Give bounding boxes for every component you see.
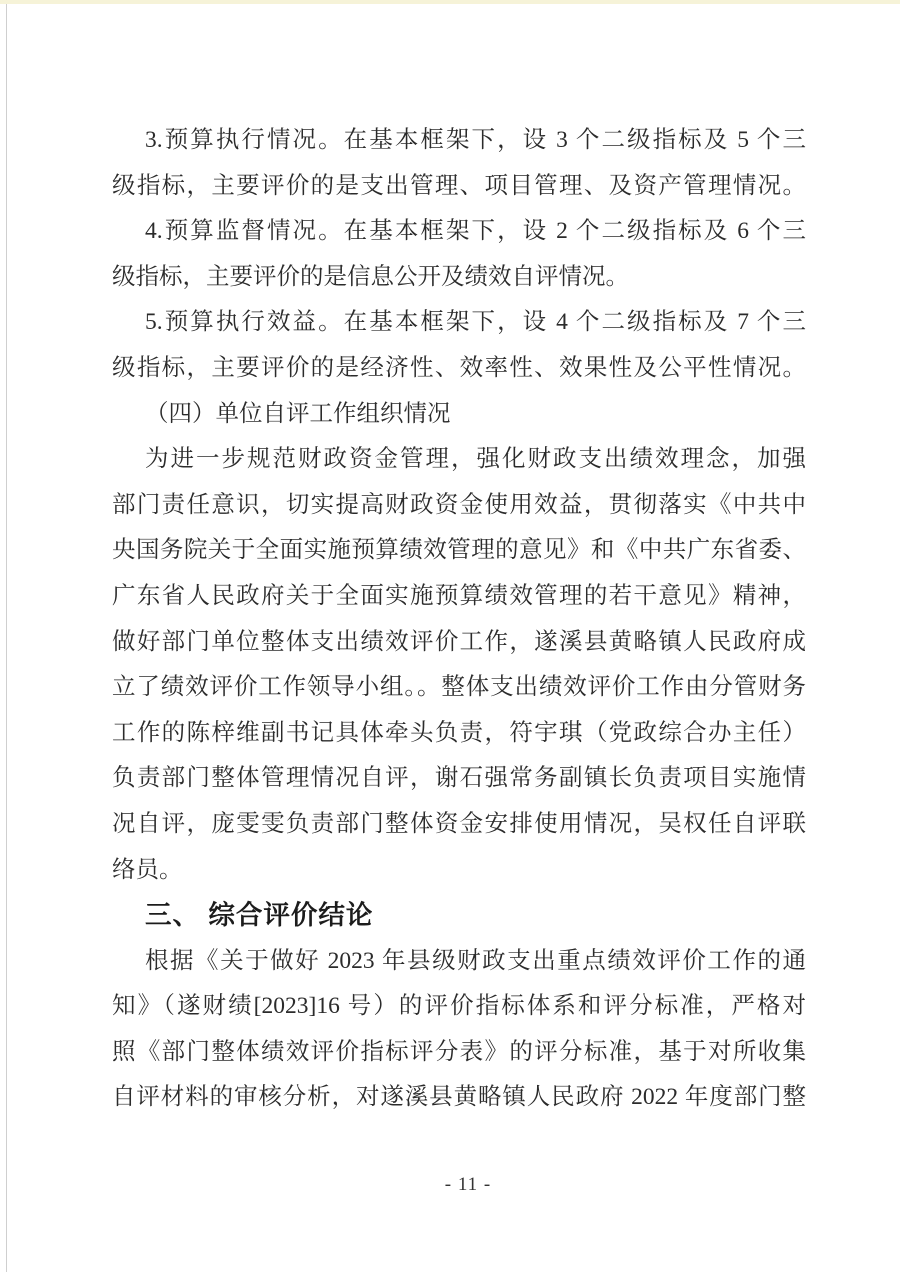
body-line: 部门责任意识，切实提高财政资金使用效益，贯彻落实《中共中 xyxy=(112,491,806,518)
document-text-block xyxy=(112,118,806,1121)
body-line: 4.预算监督情况。在基本框架下，设 2 个二级指标及 6 个三 xyxy=(145,218,806,245)
body-line: 自评材料的审核分析，对遂溪县黄略镇人民政府 2022 年度部门整 xyxy=(112,1084,806,1111)
section-heading: 三、 综合评价结论 xyxy=(145,900,374,931)
body-line: 工作的陈梓维副书记具体牵头负责，符宇琪（党政综合办主任） xyxy=(112,719,806,746)
body-line: 知》（遂财绩[2023]16 号）的评价指标体系和评分标准，严格对 xyxy=(112,993,806,1020)
body-line: 级指标，主要评价的是经济性、效率性、效果性及公平性情况。 xyxy=(112,354,806,381)
page-number: - 11 - xyxy=(444,1174,492,1195)
body-line: 5.预算执行效益。在基本框架下，设 4 个二级指标及 7 个三 xyxy=(145,309,806,336)
body-line: 央国务院关于全面实施预算绩效管理的意见》和《中共广东省委、 xyxy=(112,537,806,564)
body-line: 级指标，主要评价的是信息公开及绩效自评情况。 xyxy=(112,263,629,290)
body-line: 广东省人民政府关于全面实施预算绩效管理的若干意见》精神， xyxy=(112,582,806,609)
body-line: 根据《关于做好 2023 年县级财政支出重点绩效评价工作的通 xyxy=(145,947,806,974)
body-line: 为进一步规范财政资金管理，强化财政支出绩效理念，加强 xyxy=(145,446,806,473)
body-line: 做好部门单位整体支出绩效评价工作，遂溪县黄略镇人民政府成 xyxy=(112,628,806,655)
body-line: 络员。 xyxy=(112,856,183,883)
body-line: 照《部门整体绩效评价指标评分表》的评分标准，基于对所收集 xyxy=(112,1038,806,1065)
body-line: 3.预算执行情况。在基本框架下，设 3 个二级指标及 5 个三 xyxy=(145,127,806,153)
body-line: 况自评，庞雯雯负责部门整体资金安排使用情况，吴权任自评联 xyxy=(112,810,806,837)
subsection-heading: （四）单位自评工作组织情况 xyxy=(145,400,451,427)
body-line: 级指标，主要评价的是支出管理、项目管理、及资产管理情况。 xyxy=(112,172,806,199)
body-line: 负责部门整体管理情况自评，谢石强常务副镇长负责项目实施情 xyxy=(112,765,806,792)
body-line: 立了绩效评价工作领导小组。。整体支出绩效评价工作由分管财务 xyxy=(112,674,806,701)
scan-edge-top xyxy=(0,0,900,4)
scan-edge-left-line xyxy=(6,4,7,1272)
